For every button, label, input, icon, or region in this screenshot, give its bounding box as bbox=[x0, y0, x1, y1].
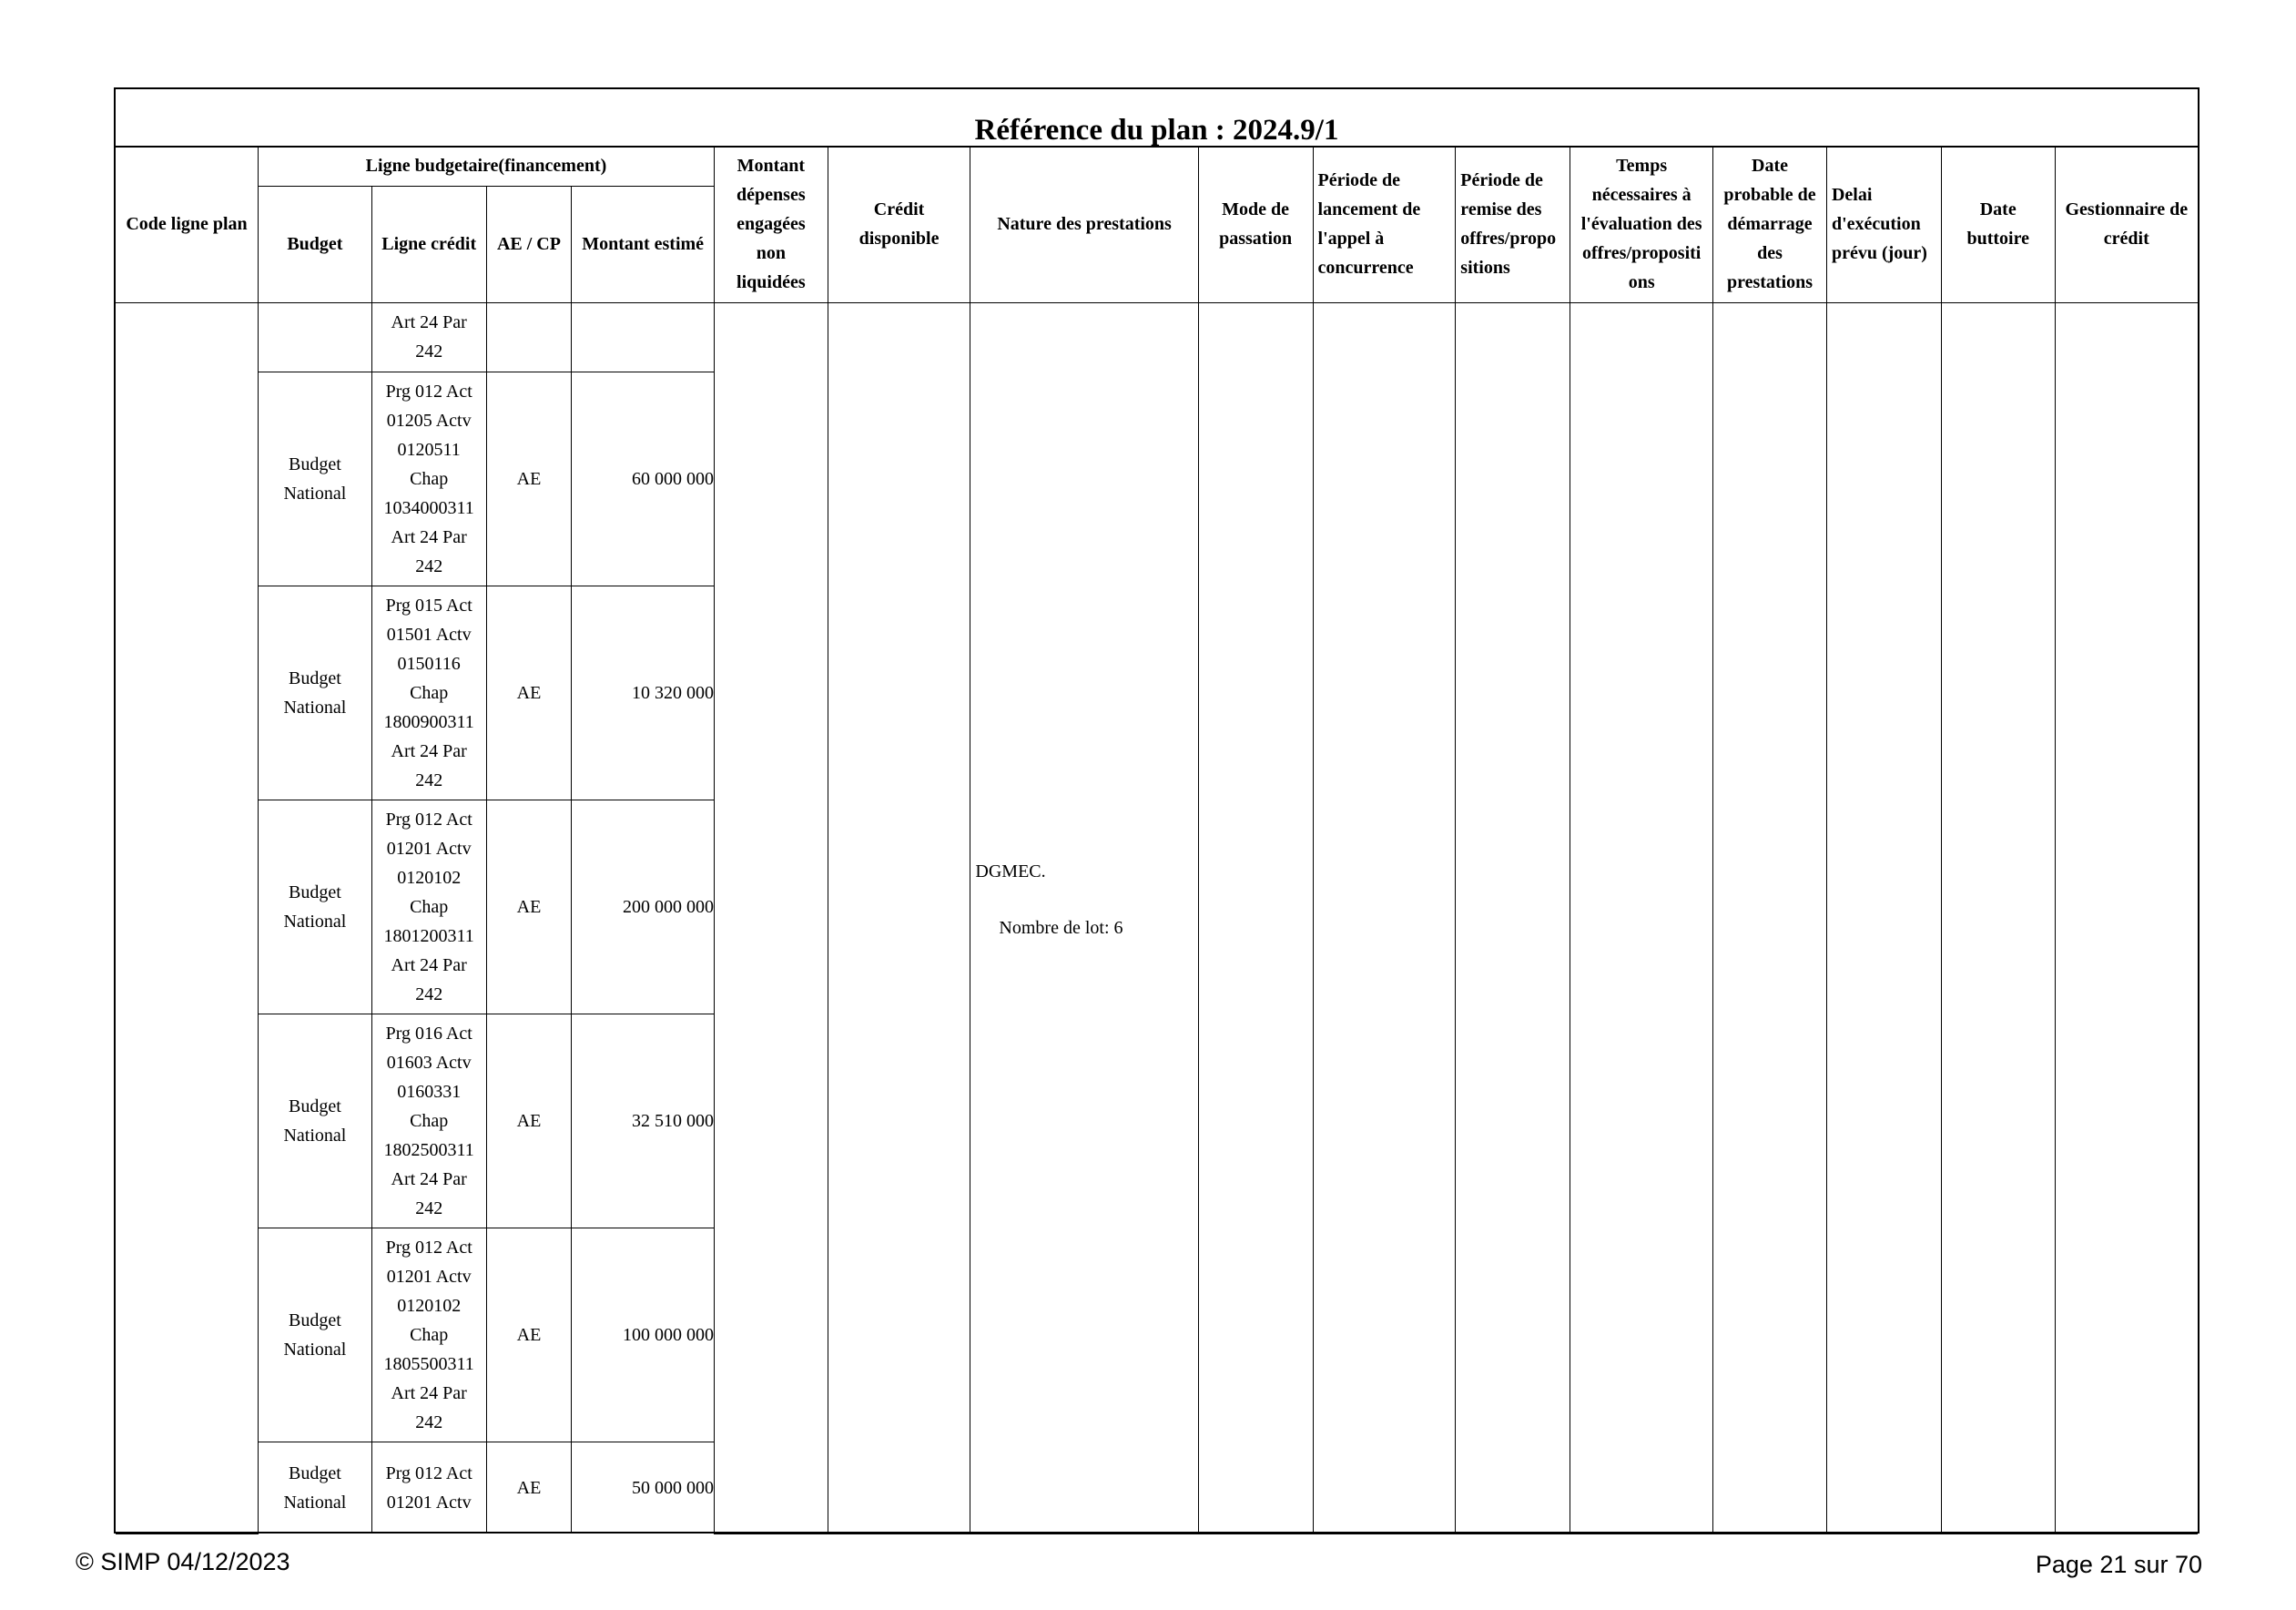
text-line: Art 24 Par bbox=[391, 1168, 467, 1189]
text-line: probable de bbox=[1723, 185, 1816, 206]
ae-cp-cell: AE bbox=[486, 1014, 572, 1228]
plan-reference-title: Référence du plan : 2024.9/1 bbox=[974, 114, 1339, 147]
budget-cell bbox=[259, 1228, 372, 1442]
temps-evaluation-cell bbox=[1570, 302, 1713, 1534]
text-line: Art 24 Par bbox=[391, 740, 467, 761]
ae-cp-cell: AE bbox=[486, 372, 572, 586]
text-line: Delai bbox=[1831, 185, 1873, 206]
text-line: Chap bbox=[410, 1110, 449, 1131]
text-line: concurrence bbox=[1317, 258, 1414, 279]
ligne-credit-cell bbox=[371, 800, 486, 1014]
header-date-buttoire bbox=[1941, 147, 2055, 302]
text-line: 01205 Actv bbox=[386, 410, 472, 431]
text-line: Prg 012 Act bbox=[385, 381, 472, 402]
text-line: 01201 Actv bbox=[386, 838, 472, 859]
header-nature-prestations: Nature des prestations bbox=[970, 147, 1198, 302]
ae-cp-cell: AE bbox=[486, 1228, 572, 1442]
text-line: 0120511 bbox=[397, 439, 461, 460]
text-line: 1800900311 bbox=[383, 711, 474, 732]
text-line: Budget bbox=[288, 667, 341, 688]
budget-cell bbox=[259, 302, 372, 372]
text-line: National bbox=[283, 1492, 347, 1513]
ae-cp-cell bbox=[486, 302, 572, 372]
header-ae-cp: AE / CP bbox=[486, 186, 572, 302]
montant-estime-cell: 32 510 000 bbox=[572, 1014, 715, 1228]
date-buttoire-cell bbox=[1941, 302, 2055, 1534]
procurement-table bbox=[116, 147, 2198, 1534]
text-line: Période de bbox=[1460, 170, 1543, 191]
text-line: prévu (jour) bbox=[1831, 243, 1927, 264]
text-line: 242 bbox=[415, 341, 443, 362]
text-line: Prg 012 Act bbox=[385, 1462, 472, 1483]
budget-cell bbox=[259, 1442, 372, 1534]
ligne-credit-cell bbox=[371, 1442, 486, 1534]
header-gestionnaire-credit bbox=[2055, 147, 2198, 302]
text-line: Date bbox=[1752, 156, 1789, 177]
header-code-ligne-plan: Code ligne plan bbox=[116, 147, 259, 302]
code-ligne-plan-cell bbox=[116, 302, 259, 1534]
text-line: lancement de bbox=[1317, 199, 1421, 220]
ae-cp-cell: AE bbox=[486, 800, 572, 1014]
text-line: Chap bbox=[410, 468, 449, 489]
footer-page-number: Page 21 sur 70 bbox=[2035, 1551, 2202, 1578]
text-line: Art 24 Par bbox=[391, 1382, 467, 1403]
montant-estime-cell: 10 320 000 bbox=[572, 586, 715, 800]
credit-disponible-cell bbox=[828, 302, 970, 1534]
text-line: dépenses bbox=[737, 185, 806, 206]
text-line: National bbox=[283, 1339, 347, 1360]
text-line: 242 bbox=[415, 983, 443, 1004]
header-montant-estime: Montant estimé bbox=[572, 186, 715, 302]
nature-prestations-cell bbox=[970, 302, 1198, 1534]
budget-cell bbox=[259, 1014, 372, 1228]
montant-estime-cell: 60 000 000 bbox=[572, 372, 715, 586]
text-line: Chap bbox=[410, 896, 449, 917]
text-line: Gestionnaire de bbox=[2065, 199, 2189, 220]
text-line: 0120102 bbox=[397, 867, 462, 888]
text-line: Budget bbox=[288, 1095, 341, 1116]
text-line: buttoire bbox=[1966, 229, 2029, 250]
header-delai-execution bbox=[1826, 147, 1941, 302]
text-line: 1805500311 bbox=[383, 1353, 474, 1374]
montant-estime-cell: 100 000 000 bbox=[572, 1228, 715, 1442]
ligne-credit-cell bbox=[371, 302, 486, 372]
text-line: des bbox=[1757, 243, 1783, 264]
ligne-credit-cell bbox=[371, 586, 486, 800]
header-montant-depenses bbox=[714, 147, 828, 302]
text-line: sitions bbox=[1460, 258, 1510, 279]
header-periode-lancement bbox=[1313, 147, 1456, 302]
date-demarrage-cell bbox=[1713, 302, 1827, 1534]
text-line: offres/propo bbox=[1460, 229, 1557, 250]
periode-lancement-cell bbox=[1313, 302, 1456, 1534]
delai-execution-cell bbox=[1826, 302, 1941, 1534]
text-line: nécessaires à bbox=[1591, 185, 1692, 206]
header-temps-evaluation bbox=[1570, 147, 1713, 302]
text-line: Prg 016 Act bbox=[385, 1023, 472, 1044]
text-line: d'exécution bbox=[1831, 214, 1921, 235]
text-line: Temps bbox=[1616, 156, 1668, 177]
text-line: 1802500311 bbox=[383, 1139, 474, 1160]
ligne-credit-cell bbox=[371, 372, 486, 586]
text-line: Période de bbox=[1317, 170, 1401, 191]
text-line: 01501 Actv bbox=[386, 624, 472, 645]
text-line: Chap bbox=[410, 1324, 449, 1345]
header-date-demarrage bbox=[1713, 147, 1827, 302]
periode-remise-cell bbox=[1456, 302, 1570, 1534]
text-line: Prg 015 Act bbox=[385, 595, 472, 616]
text-line: 242 bbox=[415, 555, 443, 576]
header-budget: Budget bbox=[259, 186, 372, 302]
budget-cell bbox=[259, 800, 372, 1014]
text-line: 1034000311 bbox=[383, 497, 474, 518]
text-line: 01201 Actv bbox=[386, 1492, 472, 1513]
text-line: National bbox=[283, 483, 347, 504]
header-mode-passation bbox=[1198, 147, 1313, 302]
budget-cell bbox=[259, 372, 372, 586]
ligne-credit-cell bbox=[371, 1014, 486, 1228]
text-line: Art 24 Par bbox=[391, 526, 467, 547]
text-line: disponible bbox=[858, 229, 940, 250]
header-credit-disponible bbox=[828, 147, 970, 302]
text-line: Prg 012 Act bbox=[385, 1237, 472, 1258]
footer-copyright: © SIMP 04/12/2023 bbox=[76, 1548, 290, 1575]
text-line: 242 bbox=[415, 1197, 443, 1218]
text-line: liquidées bbox=[737, 272, 806, 293]
header-periode-remise bbox=[1456, 147, 1570, 302]
text-line: Budget bbox=[288, 1462, 341, 1483]
text-line: offres/propositi bbox=[1581, 243, 1702, 264]
text-line: prestations bbox=[1726, 272, 1813, 293]
text-line: Budget bbox=[288, 881, 341, 902]
text-line: National bbox=[283, 697, 347, 718]
text-line: 01603 Actv bbox=[386, 1052, 472, 1073]
text-line: 0150116 bbox=[397, 653, 461, 674]
montant-depenses-cell bbox=[714, 302, 828, 1534]
text-line: engagées bbox=[737, 214, 806, 235]
text-line: Art 24 Par bbox=[391, 312, 467, 332]
text-line: passation bbox=[1219, 229, 1293, 250]
text-line: ons bbox=[1628, 272, 1655, 293]
text-line: 1801200311 bbox=[383, 925, 474, 946]
text-line: Crédit bbox=[873, 199, 925, 220]
text-line: 242 bbox=[415, 769, 443, 790]
nature-text: DGMEC. bbox=[975, 861, 1046, 881]
text-line: Date bbox=[1979, 199, 2017, 220]
text-line: Art 24 Par bbox=[391, 954, 467, 975]
text-line: Mode de bbox=[1222, 199, 1290, 220]
text-line: crédit bbox=[2103, 229, 2149, 250]
text-line: 01201 Actv bbox=[386, 1266, 472, 1287]
text-line: remise des bbox=[1460, 199, 1542, 220]
header-ligne-budgetaire: Ligne budgetaire(financement) bbox=[259, 147, 715, 186]
text-line: Chap bbox=[410, 682, 449, 703]
text-line: National bbox=[283, 1125, 347, 1146]
text-line: 242 bbox=[415, 1411, 443, 1432]
ae-cp-cell: AE bbox=[486, 586, 572, 800]
ligne-credit-cell bbox=[371, 1228, 486, 1442]
text-line: Budget bbox=[288, 1309, 341, 1330]
text-line: démarrage bbox=[1727, 214, 1813, 235]
montant-estime-cell bbox=[572, 302, 715, 372]
ae-cp-cell: AE bbox=[486, 1442, 572, 1534]
text-line: Montant bbox=[737, 156, 806, 177]
text-line: l'appel à bbox=[1317, 229, 1385, 250]
montant-estime-cell: 200 000 000 bbox=[572, 800, 715, 1014]
text-line: l'évaluation des bbox=[1580, 214, 1702, 235]
gestionnaire-credit-cell bbox=[2055, 302, 2198, 1534]
plan-sheet bbox=[114, 87, 2199, 1534]
budget-cell bbox=[259, 586, 372, 800]
mode-passation-cell bbox=[1198, 302, 1313, 1534]
text-line: 0120102 bbox=[397, 1295, 462, 1316]
text-line: 0160331 bbox=[397, 1081, 462, 1102]
text-line: non bbox=[756, 243, 786, 264]
header-ligne-credit: Ligne crédit bbox=[371, 186, 486, 302]
title-row bbox=[116, 89, 2198, 148]
text-line: National bbox=[283, 911, 347, 932]
text-line: Prg 012 Act bbox=[385, 809, 472, 830]
montant-estime-cell: 50 000 000 bbox=[572, 1442, 715, 1534]
text-line: Budget bbox=[288, 453, 341, 474]
nombre-de-lot: Nombre de lot: 6 bbox=[999, 917, 1123, 938]
